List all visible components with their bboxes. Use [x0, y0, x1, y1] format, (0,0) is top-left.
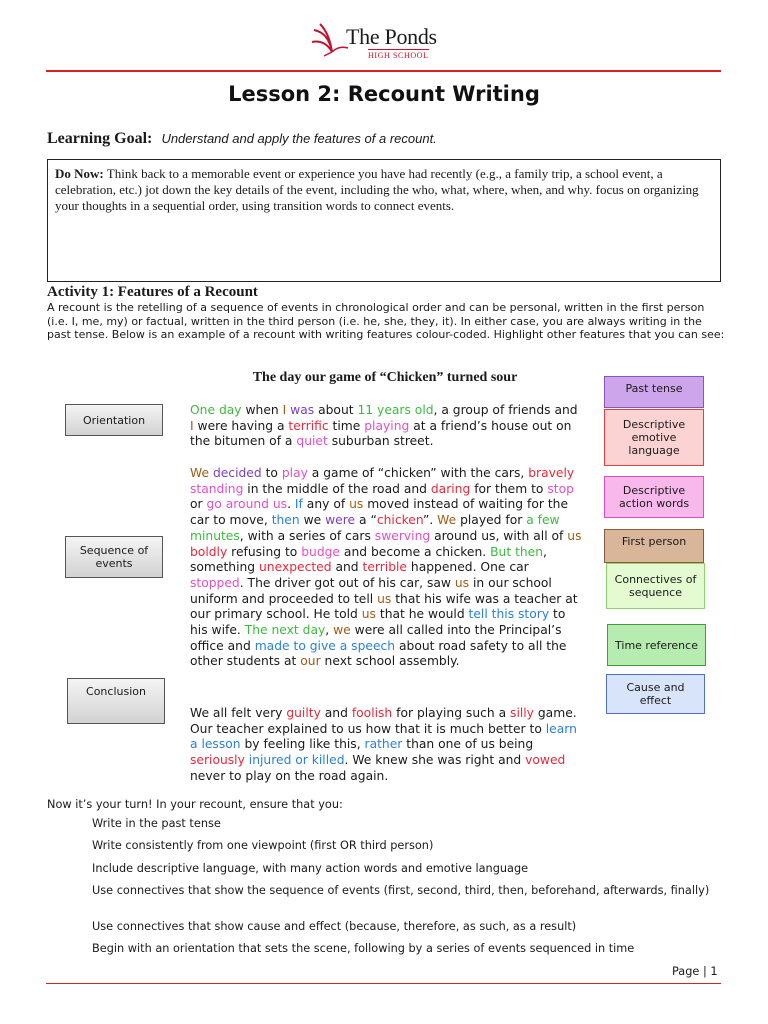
legend-first-person-label: First person [621, 535, 687, 548]
checkbox-bullet-icon [69, 860, 92, 877]
recount-segment-first: I [190, 418, 194, 433]
recount-segment-desc: guilty [286, 706, 321, 720]
recount-segment-past: was [290, 403, 315, 417]
recount-segment-past: decided [212, 466, 262, 480]
activity-description: A recount is the retelling of a sequence of events in chronological order and can be personal, written in the first person (i.e. I, me, my) or factual, written in the third person (i.e. he, she, they, it). In either case, you are always writing in the past tense. Below is an example of a recount with writing features colour-coded. Highlight other features that you can see: [47, 301, 725, 342]
checklist-item [69, 918, 729, 935]
recount-segment-time: 11 years old [357, 403, 434, 417]
recount-segment-plain: when [241, 403, 283, 417]
recount-segment-plain: suburban street. [327, 434, 434, 449]
recount-segment-plain: next school assembly. [320, 654, 460, 669]
checklist-item-text: Use connectives that show cause and effect (because, therefore, as such, as a result) [92, 920, 577, 933]
recount-segment-plain: . We knew she was right and [344, 753, 526, 768]
recount-segment-past: were [325, 513, 356, 528]
recount-segment-plain: never to play on the road again. [190, 768, 389, 783]
recount-segment-desc: bravely [528, 466, 575, 480]
recount-segment-plain: played for [456, 513, 527, 528]
recount-segment-plain: about [314, 403, 358, 417]
legend-connectives [606, 563, 705, 609]
page-number: Page | 1 [672, 965, 718, 978]
recount-segment-desc: daring [430, 481, 471, 496]
recount-segment-cause: rather [364, 737, 403, 752]
school-logo [310, 20, 470, 70]
recount-segment-plain: moved instead of waiting for the car to move, [190, 497, 569, 528]
recount-segment-plain: game. Our teacher explained to us how that it is much better to [190, 706, 577, 736]
recount-segment-plain: or [190, 497, 207, 512]
recount-segment-time: One day [190, 403, 242, 417]
recount-segment-plain: any of [302, 497, 350, 512]
activity-title: Activity 1: Features of a Recount [47, 284, 258, 300]
conclusion-label-box [67, 678, 165, 724]
recount-segment-plain: and become a chicken. [340, 544, 491, 559]
legend-past-tense-label: Past tense [625, 382, 683, 395]
do-now-box [47, 159, 721, 282]
recount-segment-plain: to his wife. [190, 607, 566, 638]
recount-segment-desc: unexpected [259, 560, 332, 575]
recount-segment-cause: learn a lesson [190, 721, 577, 752]
recount-segment-desc: seriously [190, 753, 245, 768]
legend-descriptive-emotive [604, 409, 704, 466]
recount-segment-plain: in the middle of the road and [243, 481, 431, 496]
checklist-item [69, 815, 729, 832]
recount-segment-action: stop [547, 481, 574, 496]
recount-segment-plain: that he would [375, 607, 469, 622]
recount-segment-plain: , [325, 623, 334, 638]
recount-title: The day our game of “Chicken” turned sour [252, 370, 518, 385]
learning-goal-label: Learning Goal: [47, 130, 153, 147]
recount-segment-plain: . [287, 497, 295, 512]
recount-segment-cause: injured or killed [248, 753, 345, 768]
checklist-item [69, 940, 729, 957]
recount-segment-cause: If [294, 497, 303, 512]
learning-goal-text: Understand and apply the features of a recount. [161, 131, 437, 146]
recount-segment-desc: terrific [288, 418, 329, 433]
recount-segment-plain: in our school uniform and proceeded to tell [190, 575, 552, 606]
recount-segment-plain: that his wife was a teacher at our primary school. He told [190, 591, 578, 622]
recount-segment-plain: to [261, 466, 282, 480]
legend-cause-effect [606, 674, 705, 714]
orientation-label-box [65, 404, 163, 436]
legend-connectives-label: Connectives of sequence [614, 573, 697, 599]
recount-segment-plain: around us, with all of [430, 528, 568, 543]
your-turn-intro: Now it’s your turn! In your recount, ensure that you: [47, 798, 343, 811]
recount-segment-first: we [333, 623, 351, 638]
checklist-item-text: Write consistently from one viewpoint (first OR third person) [92, 839, 434, 852]
header-divider [46, 70, 721, 72]
conclusion-label: Conclusion [86, 685, 146, 698]
checklist-item [69, 882, 729, 899]
recount-segment-time: But then [490, 544, 544, 559]
recount-segment-action: stopped [190, 575, 240, 590]
do-now-label: Do Now: [55, 166, 104, 181]
recount-segment-plain: and [320, 706, 352, 720]
recount-segment-action: swerving [374, 528, 431, 543]
checkbox-bullet-icon [69, 940, 92, 957]
orientation-label: Orientation [82, 413, 146, 427]
recount-segment-plain: a game of “chicken” with the cars, [307, 466, 529, 480]
recount-segment-first: We [437, 513, 457, 528]
recount-segment-plain: by feeling like this, [240, 737, 365, 752]
recount-segment-plain: happened. One car [407, 560, 529, 575]
recount-segment-action: budge [301, 544, 340, 559]
legend-descriptive-emotive-label: Descriptive emotive language [622, 418, 686, 457]
recount-segment-first: We [190, 466, 210, 480]
recount-segment-desc: foolish [351, 706, 393, 720]
recount-segment-plain: refusing to [227, 544, 302, 559]
recount-segment-plain: and [331, 560, 363, 575]
recount-segment-plain: , with a series of cars [239, 528, 375, 543]
recount-segment-first: I [282, 403, 287, 417]
recount-segment-time: The next day [244, 623, 326, 638]
checkbox-bullet-icon [69, 815, 92, 832]
checklist-item [69, 837, 729, 854]
recount-segment-desc: vowed [525, 753, 566, 768]
sequence-label-box [65, 536, 163, 578]
legend-time-reference-label: Time reference [615, 638, 698, 652]
recount-segment-first: us [349, 497, 364, 512]
recount-segment-first: us [567, 528, 582, 543]
do-now-text: Think back to a memorable event or experience you have had recently (e.g., a family trip, a school event, a celebration, etc.) jot down the key details of the event, including the who, what, where, when, and why. focus on organizing your thoughts in a sequential order, using transition words to connect events. [55, 166, 699, 213]
recount-segment-action: play [281, 466, 308, 480]
sequence-label: Sequence of events [79, 544, 149, 570]
recount-segment-plain: , something [190, 544, 547, 575]
checklist-item-text: Write in the past tense [92, 817, 221, 830]
recount-segment-plain: for them to [470, 481, 548, 496]
recount-segment-cause: made to give a speech [254, 638, 396, 653]
recount-segment-action: standing [190, 481, 244, 496]
recount-segment-first: our [300, 654, 321, 669]
recount-segment-cause: tell this story [468, 607, 550, 622]
recount-segment-desc: silly [510, 706, 534, 720]
recount-segment-desc: terrible [362, 560, 408, 575]
recount-segment-action: playing [364, 418, 410, 433]
recount-segment-action: go around us [206, 497, 288, 512]
recount-segment-plain: ”. [422, 513, 438, 528]
legend-descriptive-action [604, 476, 704, 518]
recount-paragraph-conclusion [190, 706, 585, 785]
checkbox-bullet-icon [69, 882, 92, 899]
recount-segment-first: us [377, 591, 392, 606]
recount-segment-plain: a “ [355, 513, 377, 528]
recount-segment-desc: boldly [190, 544, 228, 559]
learning-goal [47, 128, 437, 148]
recount-segment-plain: We all felt very [190, 706, 287, 720]
school-subtitle: HIGH SCHOOL [368, 51, 429, 60]
legend-past-tense [604, 376, 704, 408]
checkbox-bullet-icon [69, 837, 92, 854]
legend-first-person [604, 529, 704, 563]
recount-segment-plain: at a friend’s house out on the bitumen of a [190, 418, 572, 449]
recount-segment-plain: than one of us being [402, 737, 534, 752]
recount-segment-first: us [454, 575, 470, 590]
checklist-item [69, 860, 729, 877]
recount-segment-cause: then [271, 513, 300, 528]
recount-segment-first: us [361, 607, 376, 622]
recount-segment-desc: chicken [376, 513, 423, 528]
school-name: The Ponds [346, 24, 437, 49]
recount-paragraph-orientation [190, 403, 585, 450]
page-title: Lesson 2: Recount Writing [228, 82, 540, 106]
checklist-item-text: Begin with an orientation that sets the scene, following by a series of events sequenced in time [92, 942, 635, 955]
recount-segment-plain: were all called into the Principal’s office and [190, 623, 562, 653]
recount-segment-plain: were having a [193, 418, 289, 433]
legend-time-reference [607, 624, 706, 666]
gum-leaf-logo-icon [310, 22, 350, 62]
checklist-item-text: Use connectives that show the sequence of events (first, second, third, then, beforehand, afterwards, finally) [92, 884, 710, 897]
legend-cause-effect-label: Cause and effect [626, 681, 685, 707]
recount-segment-plain: time [328, 418, 365, 433]
recount-segment-plain: . The driver got out of his car, saw [239, 575, 455, 590]
legend-descriptive-action-label: Descriptive action words [618, 484, 690, 510]
footer-divider [46, 983, 721, 984]
recount-segment-plain: we [299, 513, 326, 528]
recount-segment-plain: about road safety to all the other students at [190, 638, 567, 669]
checkbox-bullet-icon [69, 918, 92, 935]
recount-segment-plain: , a group of friends and [433, 403, 578, 417]
recount-paragraph-events [190, 466, 585, 670]
recount-segment-plain: for playing such a [392, 706, 511, 720]
recount-segment-action: quiet [296, 434, 328, 449]
recount-segment-time: a few minutes [190, 513, 560, 543]
checklist-item-text: Include descriptive language, with many action words and emotive language [92, 862, 529, 875]
